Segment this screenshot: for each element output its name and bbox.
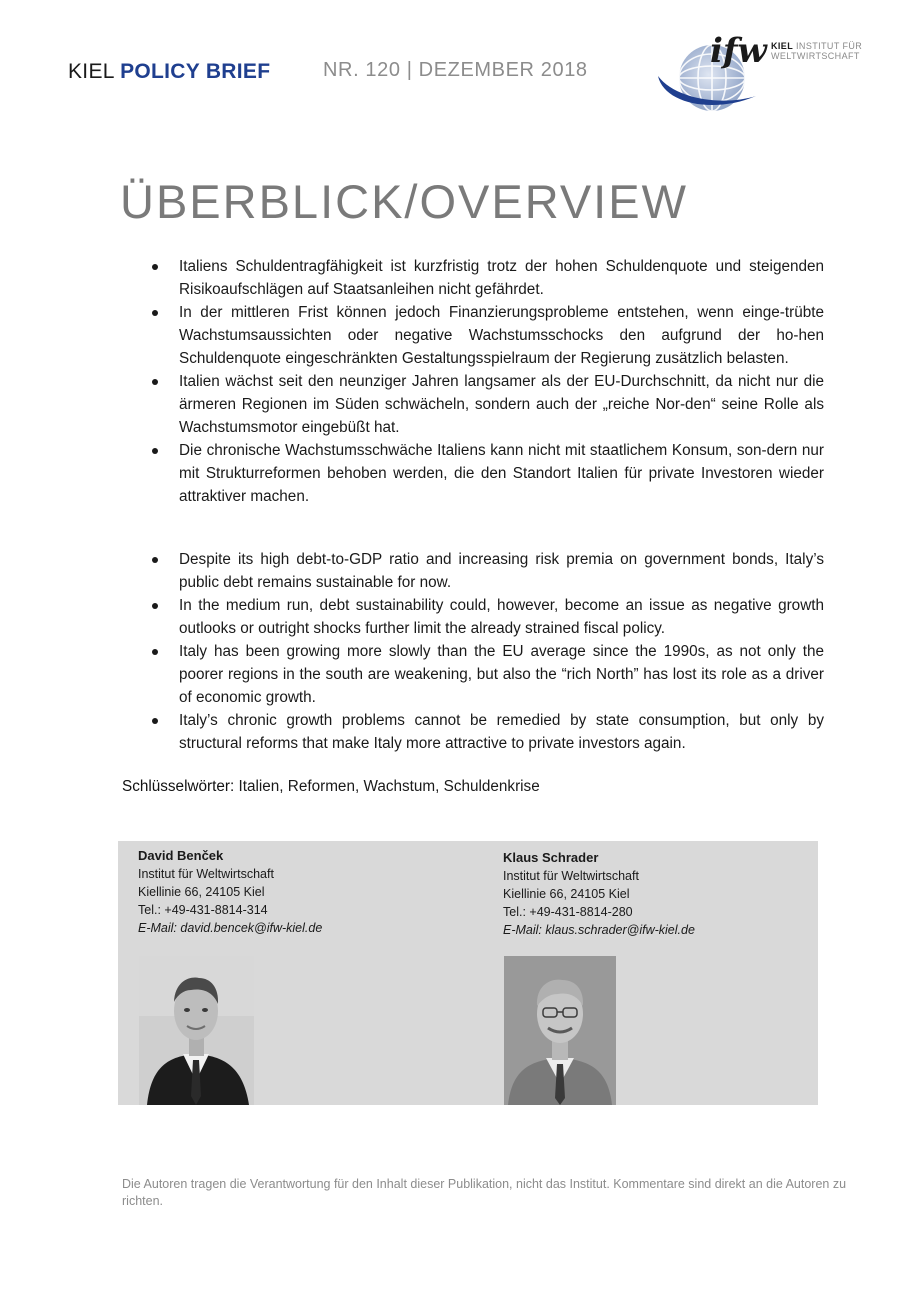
logo-institut-fuer: INSTITUT FÜR <box>796 41 863 51</box>
author-address: Kiellinie 66, 24105 Kiel <box>503 887 630 901</box>
author-card <box>503 849 695 939</box>
globe-icon <box>654 26 774 116</box>
bullet-icon <box>152 264 158 270</box>
german-summary-list <box>150 255 824 508</box>
list-item-text: Italy’s chronic growth problems cannot be remedied by state consumption, but only by structural reforms that make Italy more attractive to private investors again. <box>179 712 824 752</box>
list-item <box>150 594 824 640</box>
portrait-icon <box>504 956 616 1105</box>
list-item-text: Italien wächst seit den neunziger Jahren langsamer als der EU-Durchschnitt, da nicht nur die ärmeren Regionen im Süden schwächeln, sondern auch der „reiche Nor-den“ seine Rolle als Wachstumsmotor eingebüßt hat. <box>179 373 824 436</box>
ifw-logo <box>654 26 874 116</box>
logo-institute-text <box>771 41 862 61</box>
author-phone: Tel.: +49-431-8814-314 <box>138 903 268 917</box>
page-header <box>0 0 920 120</box>
list-item <box>150 709 824 755</box>
bullet-icon <box>152 557 158 563</box>
brand-kiel: KIEL <box>68 60 114 83</box>
logo-wordmark: ifw <box>710 31 767 71</box>
author-institute: Institut für Weltwirtschaft <box>503 869 639 883</box>
list-item <box>150 301 824 370</box>
author-photo <box>139 956 254 1105</box>
brand-policy-brief: POLICY BRIEF <box>120 60 271 83</box>
logo-weltwirtschaft: WELTWIRTSCHAFT <box>771 51 860 61</box>
list-item <box>150 640 824 709</box>
author-email[interactable]: E-Mail: klaus.schrader@ifw-kiel.de <box>503 923 695 937</box>
list-item <box>150 255 824 301</box>
author-address: Kiellinie 66, 24105 Kiel <box>138 885 265 899</box>
author-institute: Institut für Weltwirtschaft <box>138 867 274 881</box>
list-item-text: In der mittleren Frist können jedoch Finanzierungsprobleme entstehen, wenn einge-trübte Wachstumsaussichten oder negative Wachstumsschocks den aufgrund der ho-hen Schuldenquote eingeschränkten Gestaltungsspielraum der Regierung zusätzlich belasten. <box>179 304 824 367</box>
bullet-icon <box>152 649 158 655</box>
list-item-text: Italy has been growing more slowly than the EU average since the 1990s, as not only the poorer regions in the south are weakening, but also the “rich North” has lost its role as a driver of economic growth. <box>179 643 824 706</box>
list-item-text: In the medium run, debt sustainability could, however, become an issue as negative growth outlooks or outright shocks further limit the already strained fiscal policy. <box>179 597 824 637</box>
author-email[interactable]: E-Mail: david.bencek@ifw-kiel.de <box>138 921 323 935</box>
author-card <box>138 847 322 937</box>
bullet-icon <box>152 379 158 385</box>
list-item <box>150 439 824 508</box>
author-photo <box>504 956 616 1105</box>
bullet-icon <box>152 448 158 454</box>
author-name: David Benček <box>138 848 224 863</box>
list-item-text: Italiens Schuldentragfähigkeit ist kurzfristig trotz der hohen Schuldenquote und steigenden Risikoaufschlägen auf Staatsanleihen nicht gefährdet. <box>179 258 824 298</box>
brand-title <box>68 60 270 84</box>
list-item-text: Die chronische Wachstumsschwäche Italiens kann nicht mit staatlichem Konsum, son-dern nur mit Strukturreformen behoben werden, die den Standort Italien für private Investoren wieder attraktiver machen. <box>179 442 824 505</box>
list-item <box>150 548 824 594</box>
keywords-value: Italien, Reformen, Wachstum, Schuldenkrise <box>234 778 540 795</box>
keywords-line <box>122 778 540 796</box>
logo-kiel: KIEL <box>771 41 794 51</box>
bullet-icon <box>152 310 158 316</box>
author-phone: Tel.: +49-431-8814-280 <box>503 905 633 919</box>
author-name: Klaus Schrader <box>503 850 599 865</box>
authors-box <box>118 841 818 1105</box>
issue-number-date: NR. 120 | DEZEMBER 2018 <box>323 59 588 81</box>
portrait-icon <box>139 956 254 1105</box>
list-item <box>150 370 824 439</box>
english-summary-list <box>150 548 824 755</box>
page-title: ÜBERBLICK/OVERVIEW <box>120 175 688 228</box>
keywords-label: Schlüsselwörter: <box>122 778 235 795</box>
list-item-text: Despite its high debt-to-GDP ratio and increasing risk premia on government bonds, Italy’s public debt remains sustainable for now. <box>179 551 824 591</box>
bullet-icon <box>152 718 158 724</box>
disclaimer-text: Die Autoren tragen die Verantwortung für den Inhalt dieser Publikation, nicht das Institut. Kommentare sind direkt an die Autoren zu richten. <box>122 1177 847 1208</box>
bullet-icon <box>152 603 158 609</box>
